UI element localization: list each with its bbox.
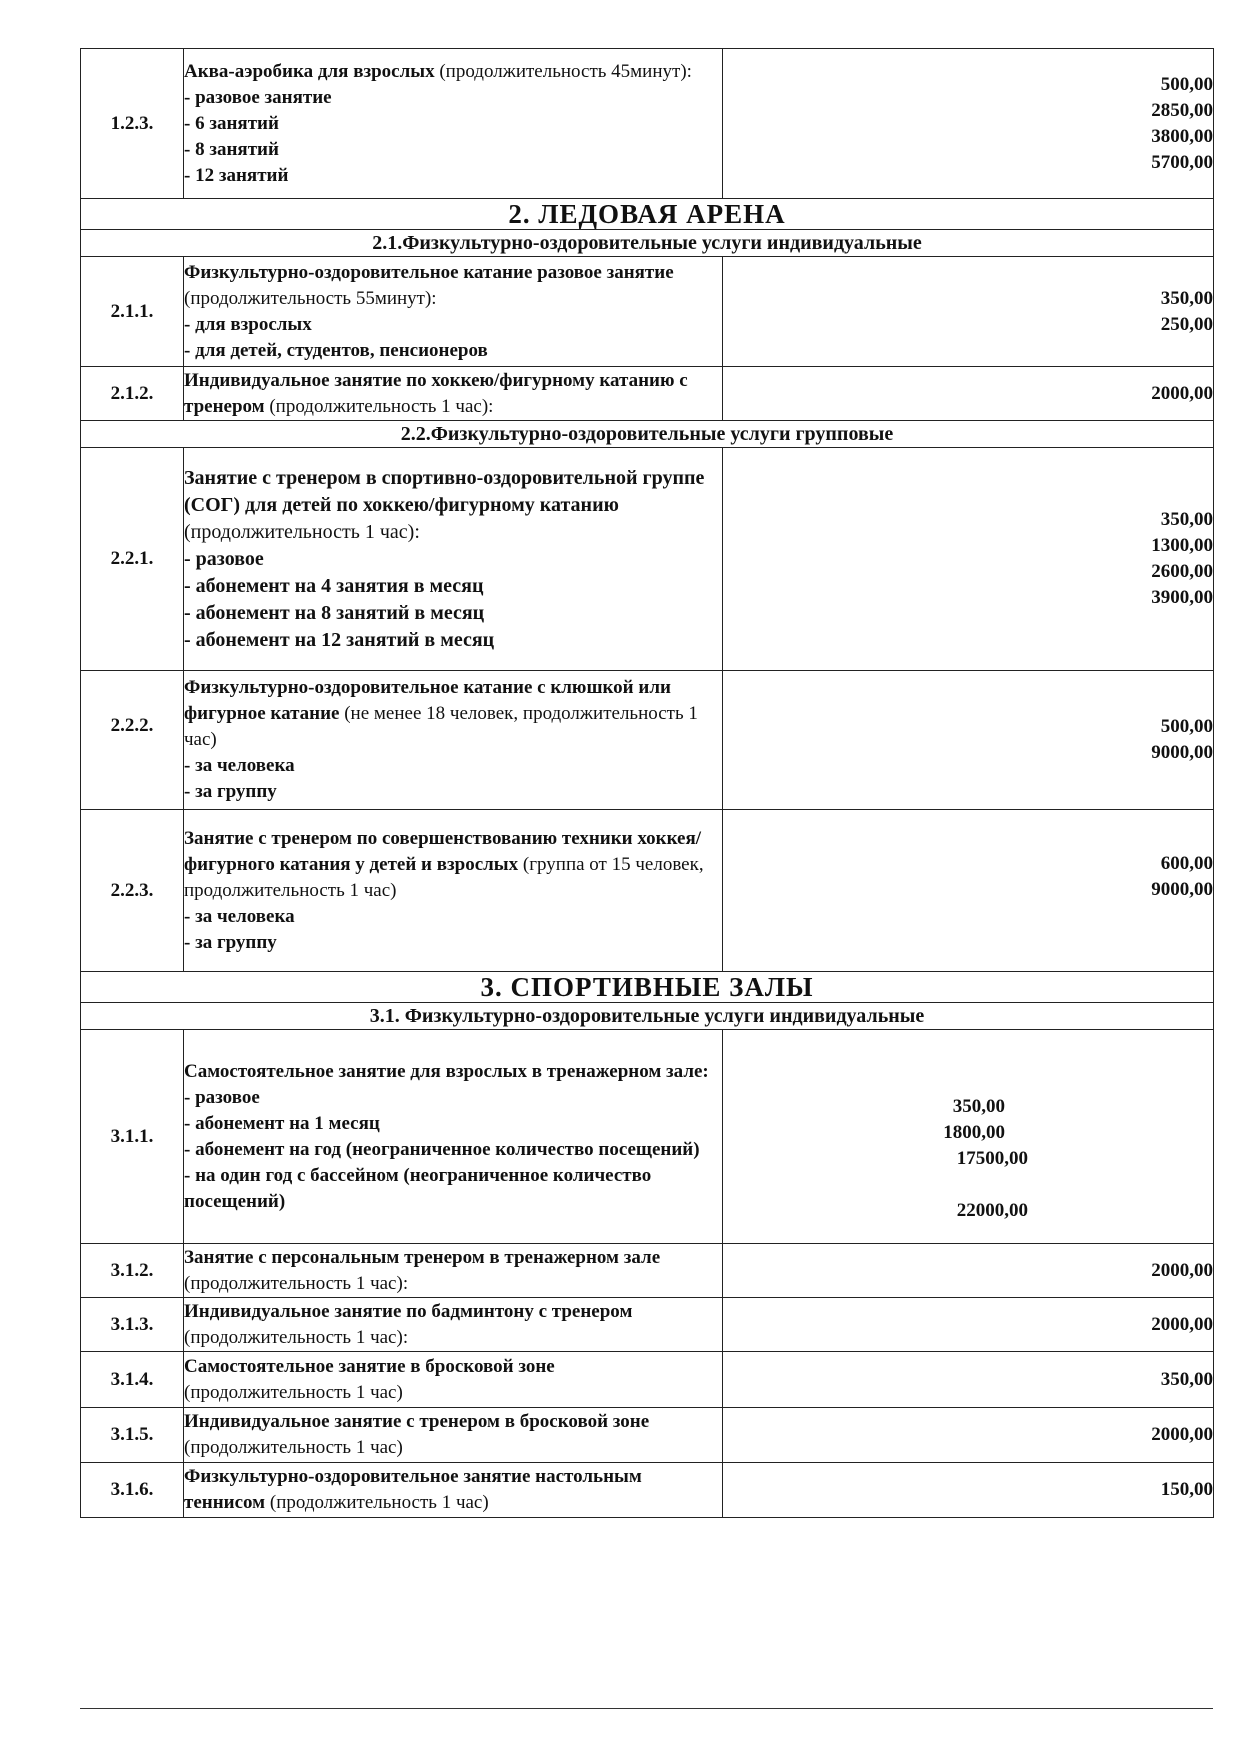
section-title: 3. СПОРТИВНЫЕ ЗАЛЫ [81, 972, 1214, 1003]
table-row [81, 1408, 1214, 1463]
list-item: - для взрослых [184, 313, 312, 335]
service-title: Занятие с персональным тренером в тренажерном зале [184, 1246, 661, 1268]
price-value: 350,00 [1160, 509, 1213, 530]
row-number: 3.1.5. [81, 1408, 184, 1463]
list-item: - за группу [184, 931, 277, 953]
table-row [81, 257, 1214, 367]
footer-divider [80, 1708, 1213, 1709]
price-cell [723, 367, 1214, 421]
service-title: Физкультурно-оздоровительное катание с клюшкой или фигурное катание [184, 677, 671, 724]
service-description [184, 1463, 723, 1518]
price-value: 9000,00 [1151, 878, 1213, 900]
service-note: (продолжительность 1 час) [184, 1381, 403, 1403]
list-item: - абонемент на 4 занятия в месяц [184, 574, 484, 597]
service-title: Занятие с тренером в спортивно-оздоровительной группе (СОГ) для детей по хоккею/фигурному катанию [184, 466, 705, 516]
service-note: (продолжительность 1 час) [184, 1437, 403, 1458]
table-row [81, 367, 1214, 421]
subsection-row [81, 421, 1214, 448]
service-title: Аква-аэробика для взрослых [184, 60, 435, 82]
service-title: Самостоятельное занятие в бросковой зоне [184, 1355, 555, 1377]
list-item: - на один год с бассейном (неограниченное количество посещений) [184, 1164, 652, 1212]
service-description [184, 1298, 723, 1352]
service-description [184, 448, 723, 671]
price-value: 2000,00 [1151, 1424, 1213, 1445]
price-value: 2850,00 [1151, 99, 1213, 121]
table-row [81, 1463, 1214, 1518]
list-item: - абонемент на 1 месяц [184, 1112, 380, 1134]
price-value: 17500,00 [956, 1148, 1028, 1169]
price-value: 1800,00 [943, 1122, 1005, 1143]
list-item: - за человека [184, 905, 295, 927]
table-row [81, 1244, 1214, 1298]
section-title: 2. ЛЕДОВАЯ АРЕНА [81, 199, 1214, 230]
service-note: (не менее 18 человек, продолжительность 1 час) [184, 703, 698, 750]
service-description [184, 1030, 723, 1244]
service-title: Индивидуальное занятие по хоккею/фигурному катанию с тренером [184, 369, 688, 417]
row-number: 3.1.6. [81, 1463, 184, 1518]
list-item: - разовое [184, 1086, 260, 1108]
price-value: 500,00 [1160, 716, 1213, 737]
service-title: Индивидуальное занятие по бадминтону с тренером [184, 1300, 633, 1322]
price-value: 250,00 [1160, 313, 1213, 335]
list-item: - разовое занятие [184, 86, 332, 108]
list-item: - 8 занятий [184, 138, 279, 160]
row-number: 2.2.1. [81, 448, 184, 671]
price-cell [723, 448, 1214, 671]
price-cell [723, 1352, 1214, 1408]
list-item: - 6 занятий [184, 112, 279, 134]
service-description [184, 810, 723, 972]
row-number: 3.1.3. [81, 1298, 184, 1352]
service-title: Самостоятельное занятие для взрослых в тренажерном зале: [184, 1060, 709, 1082]
price-cell [723, 1244, 1214, 1298]
service-description [184, 257, 723, 367]
service-title: Физкультурно-оздоровительное занятие настольным теннисом [184, 1466, 642, 1513]
row-number: 2.2.3. [81, 810, 184, 972]
table-row [81, 671, 1214, 810]
price-value: 3900,00 [1151, 587, 1213, 608]
list-item: - 12 занятий [184, 164, 289, 186]
subsection-title: 2.2.Физкультурно-оздоровительные услуги групповые [81, 421, 1214, 448]
price-value: 2000,00 [1151, 382, 1213, 404]
row-number: 3.1.2. [81, 1244, 184, 1298]
table-row [81, 1352, 1214, 1408]
list-item: - разовое [184, 547, 264, 570]
price-cell [723, 810, 1214, 972]
price-value: 2600,00 [1151, 561, 1213, 582]
price-value: 500,00 [1160, 73, 1213, 95]
row-number: 3.1.1. [81, 1030, 184, 1244]
service-description [184, 367, 723, 421]
list-item: - абонемент на год (неограниченное количество посещений) [184, 1138, 700, 1160]
table-row [81, 1298, 1214, 1352]
price-cell [723, 49, 1214, 199]
price-value: 9000,00 [1151, 742, 1213, 763]
subsection-title: 3.1. Физкультурно-оздоровительные услуги индивидуальные [81, 1003, 1214, 1030]
price-value: 3800,00 [1151, 125, 1213, 147]
price-cell [723, 257, 1214, 367]
price-value: 350,00 [952, 1096, 1005, 1117]
list-item: - абонемент на 12 занятий в месяц [184, 628, 495, 651]
price-value: 600,00 [1160, 852, 1213, 874]
price-cell [723, 1463, 1214, 1518]
service-title: Индивидуальное занятие с тренером в бросковой зоне [184, 1411, 650, 1432]
table-row [81, 1030, 1214, 1244]
table-row [81, 448, 1214, 671]
service-note: (продолжительность 1 час): [264, 395, 494, 417]
price-value: 5700,00 [1151, 151, 1213, 173]
list-item: - для детей, студентов, пенсионеров [184, 339, 488, 361]
list-item: - абонемент на 8 занятий в месяц [184, 601, 485, 624]
service-description [184, 1244, 723, 1298]
service-note: (продолжительность 1 час) [265, 1492, 489, 1513]
service-description [184, 671, 723, 810]
subsection-title: 2.1.Физкультурно-оздоровительные услуги индивидуальные [81, 230, 1214, 257]
service-note: (группа от 15 человек, продолжительность 1 час) [184, 853, 704, 901]
service-description [184, 1352, 723, 1408]
row-number: 1.2.3. [81, 49, 184, 199]
service-title: Занятие с тренером по совершенствованию техники хоккея/фигурного катания у детей и взрослых [184, 827, 702, 875]
price-cell [723, 1408, 1214, 1463]
section-row [81, 199, 1214, 230]
price-value: 150,00 [1160, 1479, 1213, 1500]
row-number: 3.1.4. [81, 1352, 184, 1408]
service-description [184, 1408, 723, 1463]
service-description [184, 49, 723, 199]
price-cell [723, 1298, 1214, 1352]
price-value: 1300,00 [1151, 535, 1213, 556]
row-number: 2.2.2. [81, 671, 184, 810]
price-table [80, 48, 1214, 1518]
service-note: (продолжительность 1 час): [184, 520, 420, 543]
price-cell [723, 1030, 1214, 1244]
service-note: (продолжительность 45минут): [434, 60, 692, 82]
subsection-row [81, 230, 1214, 257]
list-item: - за человека [184, 755, 295, 776]
subsection-row [81, 1003, 1214, 1030]
price-value: 350,00 [1160, 287, 1213, 309]
price-value: 2000,00 [1151, 1313, 1213, 1335]
price-cell [723, 671, 1214, 810]
service-title: Физкультурно-оздоровительное катание разовое занятие [184, 261, 674, 283]
price-value: 22000,00 [956, 1200, 1028, 1221]
service-note: (продолжительность 1 час): [184, 1272, 409, 1294]
row-number: 2.1.2. [81, 367, 184, 421]
price-value: 2000,00 [1151, 1259, 1213, 1281]
table-row [81, 49, 1214, 199]
list-item: - за группу [184, 781, 277, 802]
price-value: 350,00 [1160, 1368, 1213, 1390]
section-row [81, 972, 1214, 1003]
service-note: (продолжительность 55минут): [184, 287, 437, 309]
row-number: 2.1.1. [81, 257, 184, 367]
table-row [81, 810, 1214, 972]
service-note: (продолжительность 1 час): [184, 1326, 409, 1348]
